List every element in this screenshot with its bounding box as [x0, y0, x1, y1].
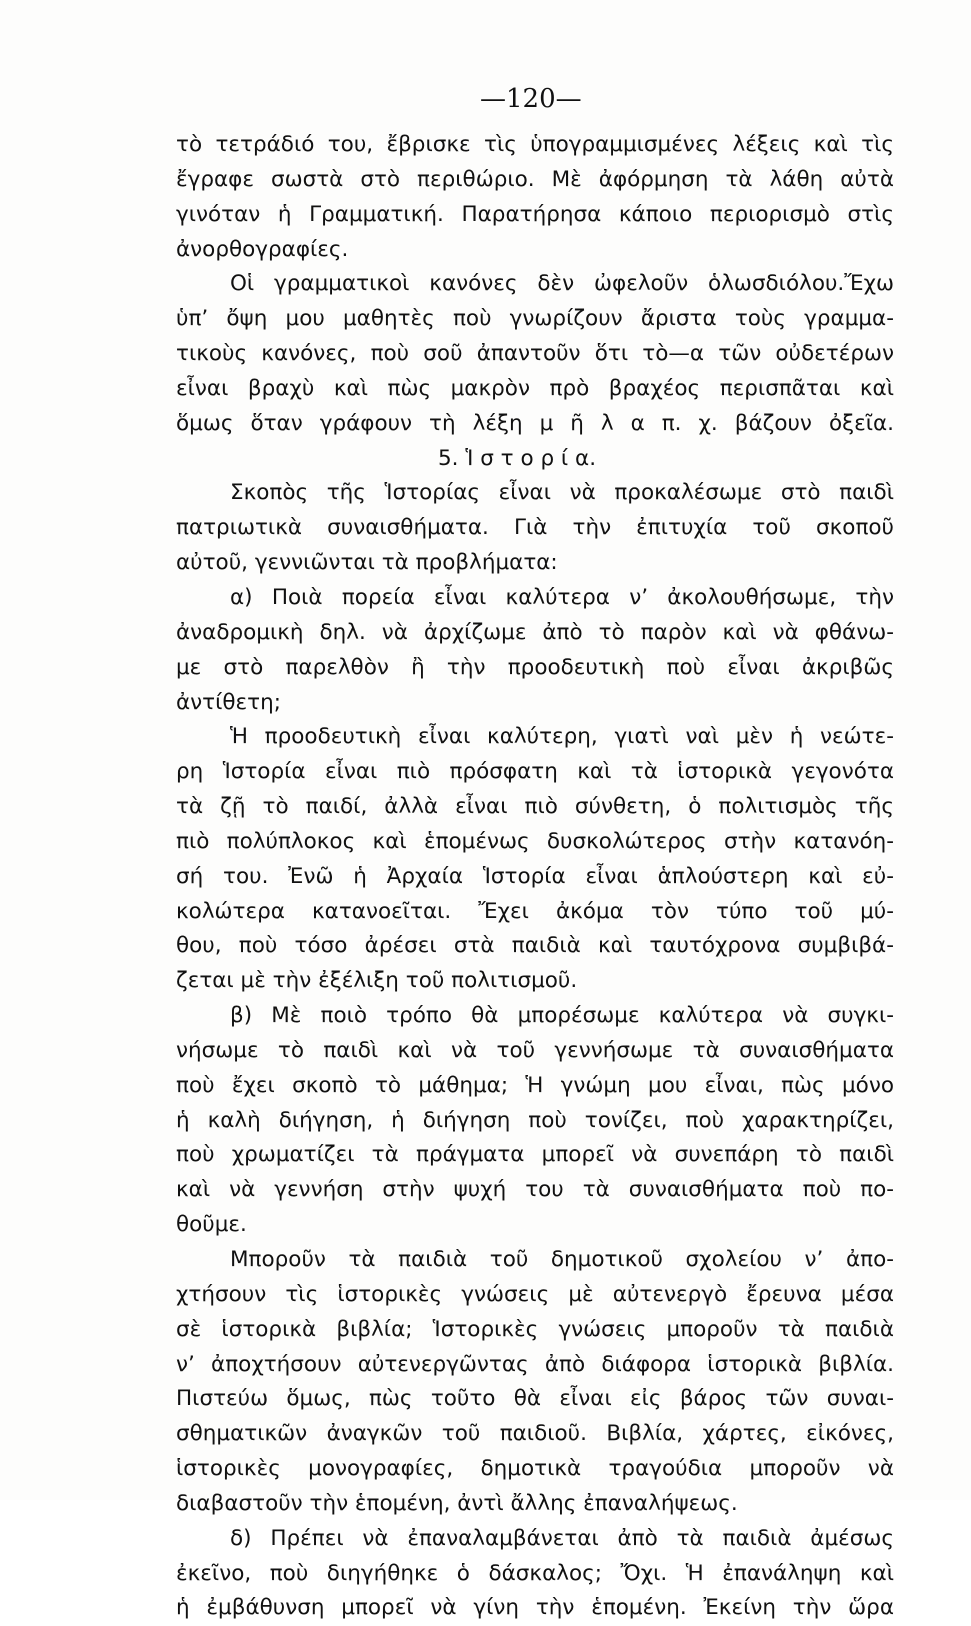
body-text	[176, 128, 894, 1626]
text-line: ἀντίθετη;	[176, 689, 281, 715]
text-line: ἐκεῖνο, ποὺ διηγήθηκε ὁ δάσκαλος; Ὄχι. Ἡ ἐπανάληψη καὶ	[176, 1560, 894, 1586]
text-line: γινόταν ἡ Γραμματική. Παρατήρησα κάποιο περιορισμὸ στὶς	[176, 201, 894, 227]
text-line: ὅμως ὅταν γράφουν τὴ λέξη μ ῆ λ α π. χ. βάζουν ὀξεῖα.	[176, 410, 894, 436]
text-line: Οἱ γραμματικοὶ κανόνες δὲν ὠφελοῦν ὁλωσδιόλου.Ἔχω	[230, 271, 894, 297]
section-heading: 5. Ἱ σ τ ο ρ ί α.	[438, 445, 597, 471]
text-line: διαβαστοῦν τὴν ἑπομένη, ἀντὶ ἄλλης ἐπαναλήψεως.	[176, 1490, 738, 1516]
text-line: χτήσουν τὶς ἱστορικὲς γνώσεις μὲ αὐτενεργὸ ἔρευνα μέσα	[176, 1281, 894, 1307]
text-line: θου, ποὺ τόσο ἀρέσει στὰ παιδιὰ καὶ ταυτόχρονα συμβιβά-	[176, 933, 894, 959]
text-line: ζεται μὲ τὴν ἐξέλιξη τοῦ πολιτισμοῦ.	[176, 968, 578, 994]
text-line: σή του. Ἐνῶ ἡ Ἀρχαία Ἱστορία εἶναι ἁπλούστερη καὶ εὐ-	[176, 863, 894, 889]
text-line: ἔγραφε σωστὰ στὸ περιθώριο. Μὲ ἀφόρμηση τὰ λάθη αὐτὰ	[176, 166, 894, 192]
text-line: Σκοπὸς τῆς Ἱστορίας εἶναι νὰ προκαλέσωμε στὸ παιδὶ	[230, 480, 894, 506]
text-line: σὲ ἱστορικὰ βιβλία; Ἱστορικὲς γνώσεις μποροῦν τὰ παιδιὰ	[176, 1316, 894, 1342]
text-line: τὰ ζῇ τὸ παιδί, ἀλλὰ εἶναι πιὸ σύνθετη, ὁ πολιτισμὸς τῆς	[176, 794, 894, 820]
text-line: ἱστορικὲς μονογραφίες, δημοτικὰ τραγούδια μποροῦν νὰ	[176, 1456, 894, 1482]
text-line: ποὺ ἔχει σκοπὸ τὸ μάθημα; Ἡ γνώμη μου εἶναι, πὼς μόνο	[176, 1072, 894, 1098]
text-line: σθηματικῶν ἀναγκῶν τοῦ παιδιοῦ. Βιβλία, χάρτες, εἰκόνες,	[176, 1421, 894, 1447]
text-line: ρη Ἱστορία εἶναι πιὸ πρόσφατη καὶ τὰ ἱστορικὰ γεγονότα	[176, 759, 894, 785]
text-line: αὐτοῦ, γεννιῶνται τὰ προβλήματα:	[176, 550, 558, 576]
text-line: ν’ ἀποχτήσουν αὐτενεργῶντας ἀπὸ διάφορα ἱστορικὰ βιβλία.	[176, 1351, 894, 1377]
text-line: με στὸ παρελθὸν ἢ τὴν προοδευτικὴ ποὺ εἶναι ἀκριβῶς	[176, 654, 894, 680]
page-number: —120—	[480, 84, 582, 114]
text-line: τικοὺς κανόνες, ποὺ σοῦ ἀπαντοῦν ὅτι τὸ—α τῶν οὐδετέρων	[176, 341, 894, 367]
text-line: ἡ ἐμβάθυνση μπορεῖ νὰ γίνη τὴν ἑπομένη. Ἐκείνη τὴν ὥρα	[176, 1595, 894, 1621]
text-line: ὑπ’ ὄψη μου μαθητὲς ποὺ γνωρίζουν ἄριστα τοὺς γραμμα-	[176, 306, 894, 332]
text-line: πατριωτικὰ συναισθήματα. Γιὰ τὴν ἐπιτυχία τοῦ σκοποῦ	[176, 515, 894, 541]
text-line: νήσωμε τὸ παιδὶ καὶ νὰ τοῦ γεννήσωμε τὰ συναισθήματα	[176, 1037, 894, 1063]
text-line: θοῦμε.	[176, 1212, 247, 1238]
text-line: α) Ποιὰ πορεία εἶναι καλύτερα ν’ ἀκολουθήσωμε, τὴν	[230, 584, 894, 610]
text-line: Ἡ προοδευτικὴ εἶναι καλύτερη, γιατὶ ναὶ μὲν ἡ νεώτε-	[230, 724, 894, 750]
text-line: τὸ τετράδιό του, ἔβρισκε τὶς ὑπογραμμισμένες λέξεις καὶ τὶς	[176, 132, 894, 157]
text-line: δ) Πρέπει νὰ ἐπαναλαμβάνεται ἀπὸ τὰ παιδιὰ ἀμέσως	[230, 1525, 894, 1551]
text-line: πιὸ πολύπλοκος καὶ ἑπομένως δυσκολώτερος στὴν κατανόη-	[176, 828, 894, 854]
text-line: κολώτερα κατανοεῖται. Ἔχει ἀκόμα τὸν τύπο τοῦ μύ-	[176, 898, 894, 924]
text-line: εἶναι βραχὺ καὶ πὼς μακρὸν πρὸ βραχέος περισπᾶται καὶ	[176, 375, 894, 401]
text-line: ἀναδρομικὴ δηλ. νὰ ἀρχίζωμε ἀπὸ τὸ παρὸν καὶ νὰ φθάνω-	[176, 619, 894, 645]
text-line: β) Μὲ ποιὸ τρόπο θὰ μπορέσωμε καλύτερα νὰ συγκι-	[230, 1003, 894, 1029]
text-line: Πιστεύω ὅμως, πὼς τοῦτο θὰ εἶναι εἰς βάρος τῶν συναι-	[176, 1386, 894, 1412]
text-line: ποὺ χρωματίζει τὰ πράγματα μπορεῖ νὰ συνεπάρη τὸ παιδὶ	[176, 1142, 894, 1168]
text-line: ἀνορθογραφίες.	[176, 236, 349, 262]
text-line: καὶ νὰ γεννήση στὴν ψυχή του τὰ συναισθήματα ποὺ πο-	[176, 1177, 894, 1203]
text-line: Μποροῦν τὰ παιδιὰ τοῦ δημοτικοῦ σχολείου ν’ ἀπο-	[230, 1247, 894, 1272]
text-line: ἡ καλὴ διήγηση, ἡ διήγηση ποὺ τονίζει, ποὺ χαρακτηρίζει,	[176, 1107, 894, 1133]
